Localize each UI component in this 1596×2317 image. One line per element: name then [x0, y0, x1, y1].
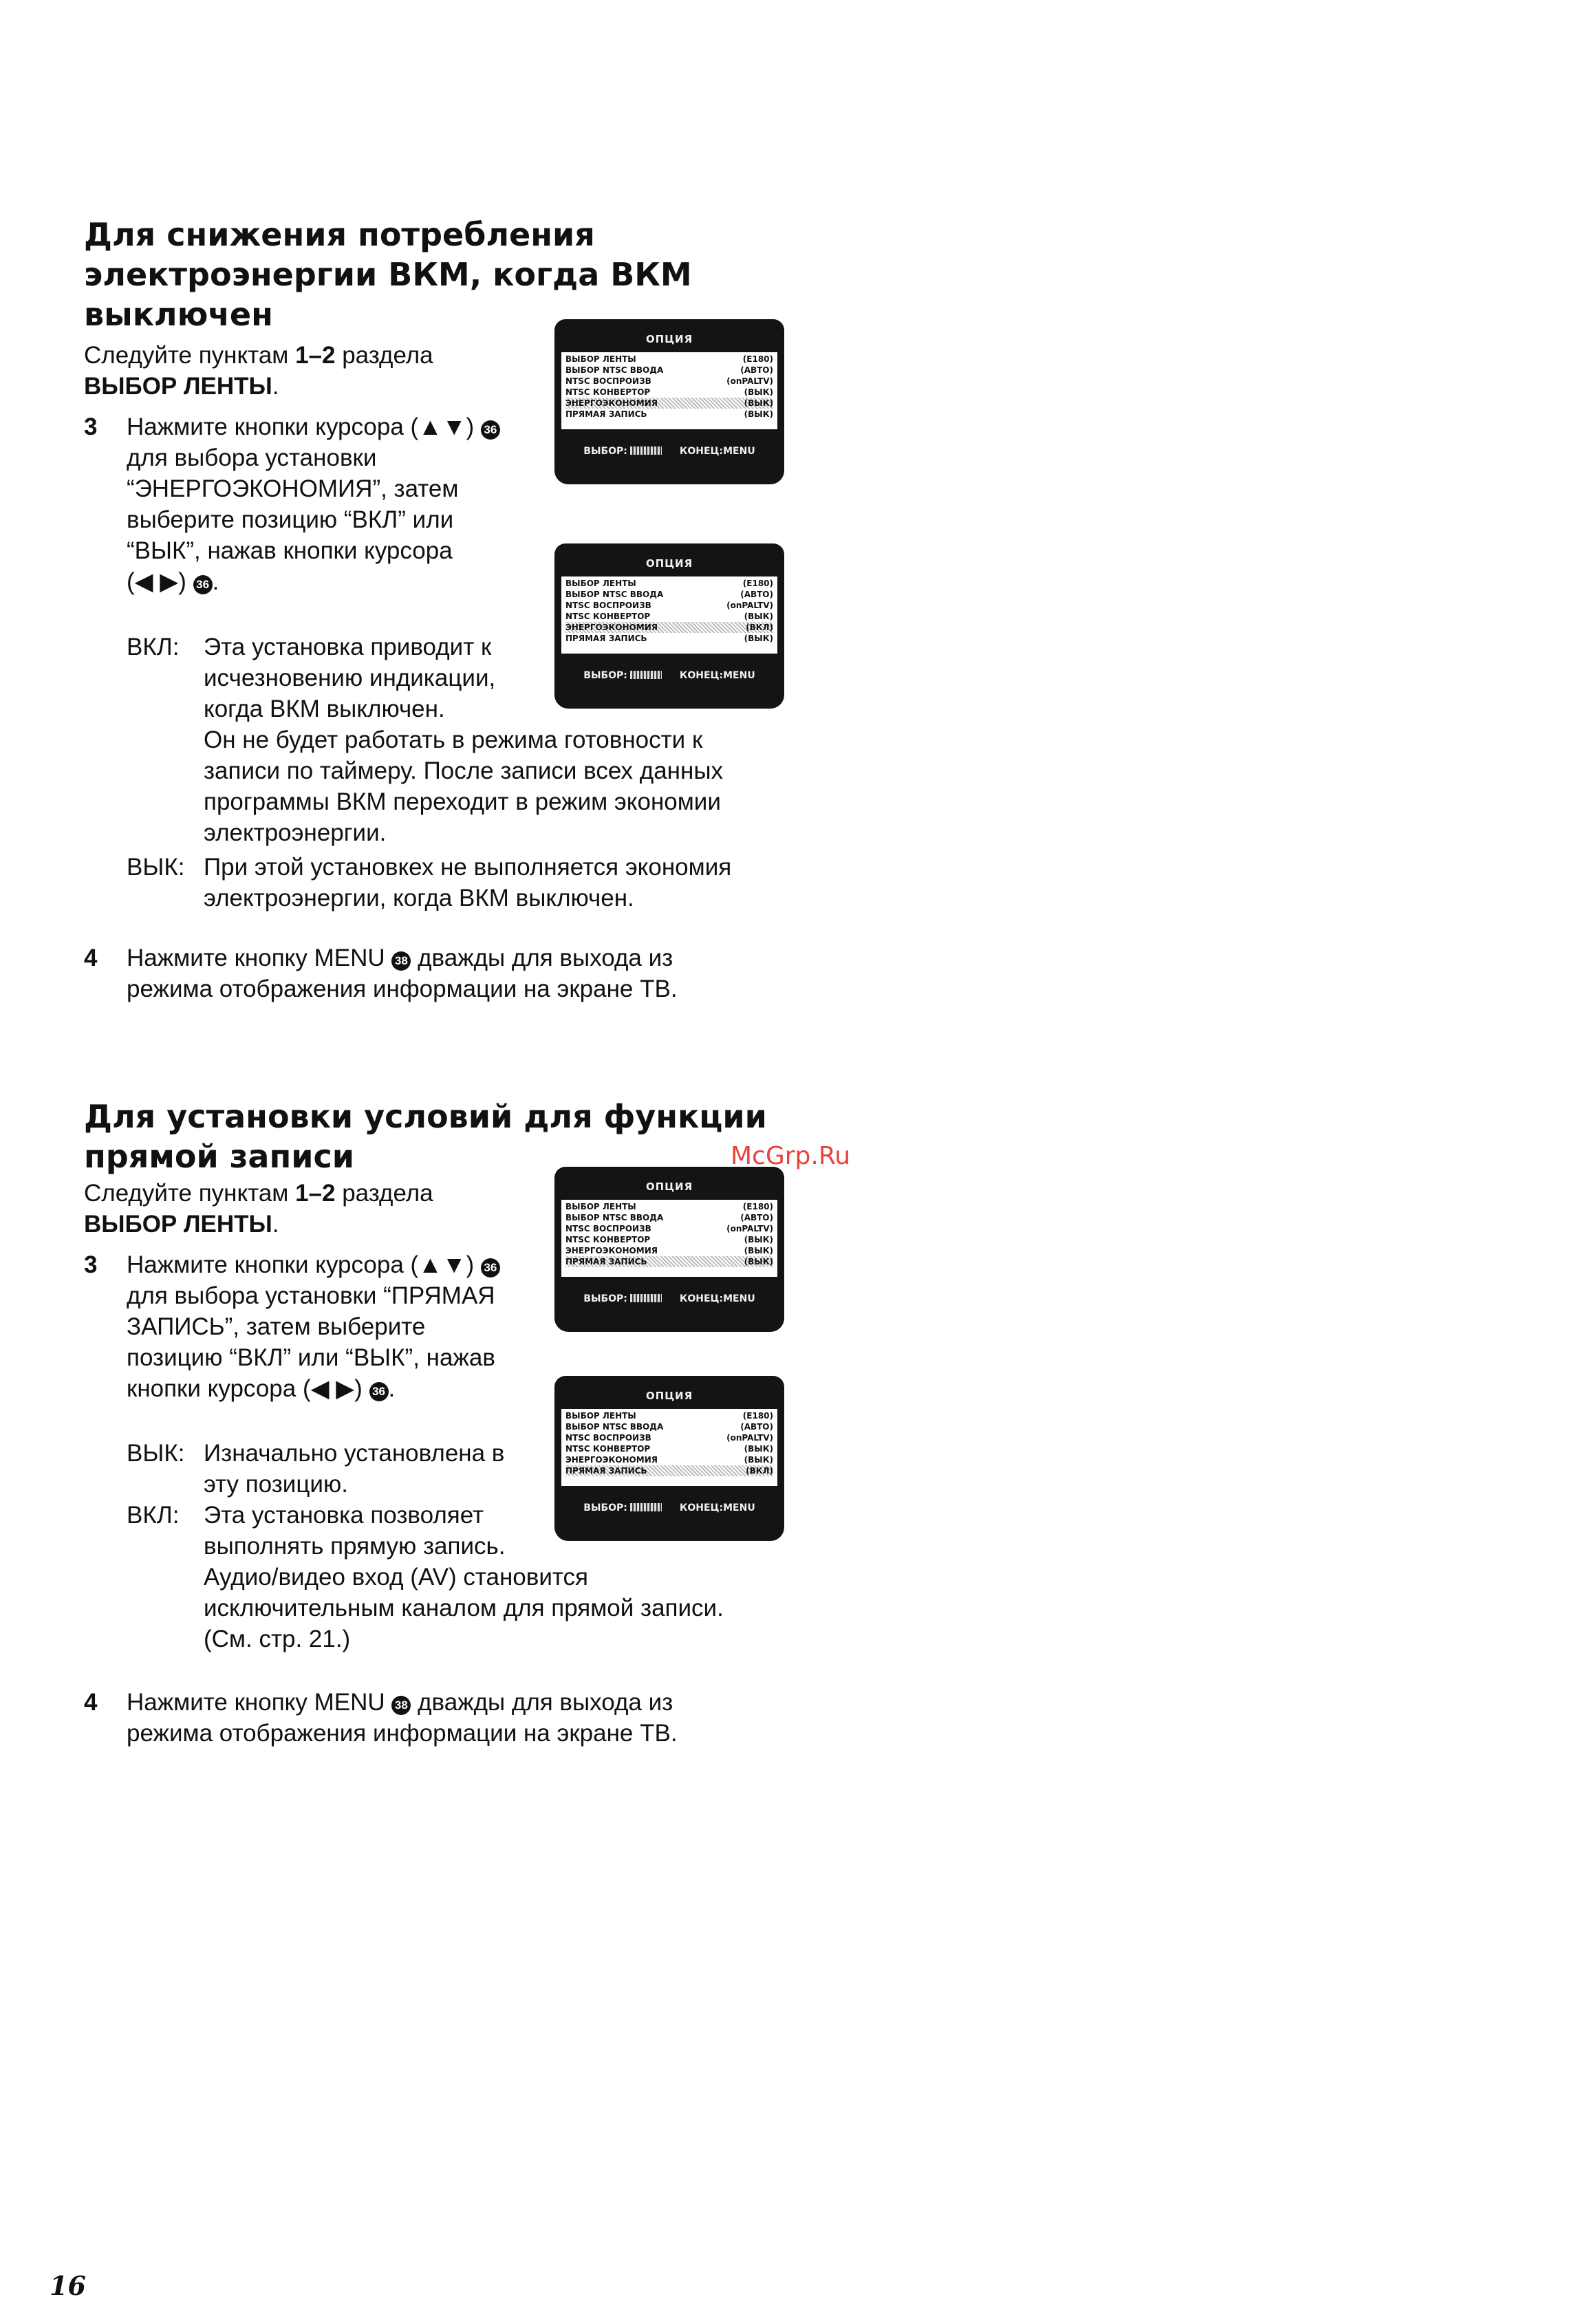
step-line: позицию “ВКЛ” или “ВЫК”, нажав [127, 1344, 495, 1371]
menu-row-value: (АВТО) [740, 1213, 773, 1222]
step-line: выберите позицию “ВКЛ” или [127, 506, 454, 533]
step-line: для выбора установки “ПРЯМАЯ [127, 1282, 495, 1309]
menu-row-label: ПРЯМАЯ ЗАПИСЬ [565, 1466, 647, 1476]
step-line: дважды для выхода из [411, 945, 673, 971]
intro-tail: раздела [335, 1180, 433, 1207]
footer-select-label: ВЫБОР: [583, 1502, 627, 1513]
heading-line: Для установки условий для функции [84, 1098, 767, 1135]
menu-row-value: (ВЫК) [744, 634, 773, 643]
menu-row-value: (ВЫК) [744, 1235, 773, 1244]
menu-row-label: ВЫБОР ЛЕНТЫ [565, 1202, 636, 1211]
menu-row-label: ЭНЕРГОЭКОНОМИЯ [565, 1455, 658, 1465]
menu-row-label: NTSC КОНВЕРТОР [565, 1444, 651, 1454]
menu-row [565, 589, 773, 600]
footer-select-label: ВЫБОР: [583, 670, 627, 681]
menu-row-value: (ВЫК) [744, 409, 773, 419]
menu-row-value: (onPALTV) [726, 1224, 773, 1233]
screen-footer [554, 670, 784, 681]
tv-menu-screen [554, 1376, 784, 1541]
menu-row-label: NTSC ВОСПРОИЗВ [565, 1224, 651, 1233]
screen-footer [554, 1293, 784, 1304]
description-line: Аудио/видео вход (AV) становится [204, 1564, 588, 1591]
menu-row [565, 1234, 773, 1245]
screen-menu-list [561, 576, 777, 654]
menu-row-value: (АВТО) [740, 365, 773, 375]
description-line: Изначально установлена в [204, 1440, 505, 1467]
page-number: 16 [50, 2270, 86, 2301]
step-line: “ЭНЕРГОЭКОНОМИЯ”, затем [127, 475, 459, 502]
button-ref-icon: 38 [391, 951, 411, 971]
description-line: исключительным каналом для прямой записи. [204, 1595, 724, 1621]
step-line: (◀ ▶) [127, 568, 186, 595]
step-number: 4 [84, 1689, 98, 1716]
section2-off-description [127, 1438, 504, 1500]
screen-title: ОПЦИЯ [645, 333, 693, 345]
menu-row-value: (ВЫК) [744, 387, 773, 397]
menu-row-label: ПРЯМАЯ ЗАПИСЬ [565, 634, 647, 643]
tv-menu-screen [554, 543, 784, 709]
menu-row-value: (ВЫК) [744, 1444, 773, 1454]
intro-section-ref: ВЫБОР ЛЕНТЫ [84, 1211, 272, 1238]
menu-row-label: ЭНЕРГОЭКОНОМИЯ [565, 623, 658, 632]
screen-title: ОПЦИЯ [645, 1390, 693, 1402]
intro-steps: 1–2 [295, 1180, 336, 1207]
select-arrows-icon [630, 1294, 662, 1302]
step-line: ЗАПИСЬ”, затем выберите [127, 1313, 426, 1340]
menu-row [565, 600, 773, 611]
description-line: когда ВКМ выключен. [204, 696, 445, 722]
menu-row [565, 1256, 773, 1267]
menu-row [565, 1465, 773, 1476]
screen-menu-list [561, 352, 777, 429]
heading-line: выключен [84, 296, 273, 333]
footer-select-label: ВЫБОР: [583, 446, 627, 457]
menu-row-label: NTSC ВОСПРОИЗВ [565, 1433, 651, 1443]
menu-row [565, 354, 773, 365]
menu-row [565, 365, 773, 376]
menu-row [565, 1212, 773, 1223]
step-number: 3 [84, 413, 98, 440]
step-line: “ВЫК”, нажав кнопки курсора [127, 537, 453, 564]
select-arrows-icon [630, 446, 662, 455]
menu-row-label: NTSC ВОСПРОИЗВ [565, 601, 651, 610]
menu-row [565, 1443, 773, 1454]
menu-row-value: (E180) [742, 1411, 773, 1421]
menu-row [565, 1245, 773, 1256]
step-line: режима отображения информации на экране ТВ. [127, 976, 678, 1002]
screen-title: ОПЦИЯ [645, 557, 693, 570]
description-line: исчезновению индикации, [204, 665, 496, 691]
button-ref-icon: 38 [391, 1696, 411, 1715]
footer-exit-label: КОНЕЦ:MENU [679, 1293, 755, 1304]
menu-row-label: NTSC КОНВЕРТОР [565, 612, 651, 621]
description-line: Он не будет работать в режима готовности к [204, 726, 703, 753]
option-label: ВЫК: [127, 1440, 185, 1467]
button-ref-icon: 36 [481, 1258, 500, 1278]
step-line: кнопки курсора (◀ ▶) [127, 1375, 363, 1402]
menu-row-label: ВЫБОР ЛЕНТЫ [565, 1411, 636, 1421]
menu-row [565, 409, 773, 420]
button-ref-icon: 36 [369, 1382, 389, 1401]
description-line: (См. стр. 21.) [204, 1626, 351, 1652]
step-line: Нажмите кнопки курсора (▲▼) [127, 1251, 475, 1278]
menu-row-value: (АВТО) [740, 590, 773, 599]
select-arrows-icon [630, 671, 662, 679]
heading-line: прямой записи [84, 1138, 354, 1175]
menu-row-label: ВЫБОР NTSC ВВОДА [565, 1213, 664, 1222]
section1-step3: 3 Нажмите кнопки курсора (▲▼) 36 для выбора установки “ЭНЕРГОЭКОНОМИЯ”, затем выберите позицию “ВКЛ” или “ВЫК”, нажав кнопки курсора (◀ ▶) 36 . [84, 411, 500, 597]
intro-section-ref: ВЫБОР ЛЕНТЫ [84, 373, 272, 400]
description-line: Эта установка позволяет [204, 1502, 484, 1529]
description-line: выполнять прямую запись. [204, 1533, 506, 1560]
menu-row [565, 633, 773, 644]
screen-menu-list [561, 1409, 777, 1486]
screen-footer [554, 446, 784, 457]
description-line: электроэнергии, когда ВКМ выключен. [204, 885, 634, 912]
section2-heading [84, 1097, 767, 1176]
menu-row [565, 622, 773, 633]
screen-menu-list [561, 1200, 777, 1277]
button-ref-icon: 36 [193, 575, 213, 594]
menu-row-value: (E180) [742, 1202, 773, 1211]
menu-row-label: ВЫБОР ЛЕНТЫ [565, 579, 636, 588]
description-line: записи по таймеру. После записи всех данных [204, 757, 723, 784]
tv-menu-screen [554, 1167, 784, 1332]
menu-row-value: (ВКЛ) [746, 1466, 773, 1476]
menu-row-value: (onPALTV) [726, 601, 773, 610]
menu-row-label: NTSC КОНВЕРТОР [565, 1235, 651, 1244]
footer-select-label: ВЫБОР: [583, 1293, 627, 1304]
step-number: 4 [84, 945, 98, 971]
menu-row [565, 1454, 773, 1465]
menu-row [565, 398, 773, 409]
description-line: Эта установка приводит к [204, 634, 492, 660]
screen-footer [554, 1502, 784, 1513]
intro-tail: раздела [335, 342, 433, 369]
select-arrows-icon [630, 1503, 662, 1511]
menu-row-label: NTSC ВОСПРОИЗВ [565, 376, 651, 386]
menu-row [565, 387, 773, 398]
menu-row [565, 1421, 773, 1432]
section1-heading [84, 215, 692, 334]
description-line: эту позицию. [204, 1471, 348, 1498]
menu-row-label: ВЫБОР ЛЕНТЫ [565, 354, 636, 364]
menu-row-value: (АВТО) [740, 1422, 773, 1432]
menu-row-value: (ВКЛ) [746, 623, 773, 632]
section1-step4 [84, 942, 678, 1004]
menu-row [565, 578, 773, 589]
step-line: режима отображения информации на экране ТВ. [127, 1720, 678, 1747]
option-label: ВКЛ: [127, 634, 180, 660]
section1-off-description [127, 852, 731, 914]
section2-step3: 3 Нажмите кнопки курсора (▲▼) 36 для выбора установки “ПРЯМАЯ ЗАПИСЬ”, затем выберите позицию “ВКЛ” или “ВЫК”, нажав кнопки курсора (◀ ▶) 36 . [84, 1249, 500, 1404]
menu-row-label: ПРЯМАЯ ЗАПИСЬ [565, 409, 647, 419]
menu-row-label: ВЫБОР NTSC ВВОДА [565, 590, 664, 599]
menu-row-value: (ВЫК) [744, 1257, 773, 1267]
heading-line: электроэнергии ВКМ, когда ВКМ [84, 256, 692, 293]
menu-row-label: ВЫБОР NTSC ВВОДА [565, 1422, 664, 1432]
option-label: ВКЛ: [127, 1502, 180, 1529]
intro-text: Следуйте пунктам [84, 342, 296, 369]
menu-row-label: ПРЯМАЯ ЗАПИСЬ [565, 1257, 647, 1267]
menu-row-value: (E180) [742, 354, 773, 364]
section1-intro: Следуйте пунктам 1–2 раздела ВЫБОР ЛЕНТЫ. [84, 342, 433, 400]
menu-row-label: ВЫБОР NTSC ВВОДА [565, 365, 664, 375]
description-line: При этой установкех не выполняется экономия [204, 854, 732, 881]
step-line: Нажмите кнопки курсора (▲▼) [127, 413, 475, 440]
menu-row [565, 1223, 773, 1234]
section2-intro: Следуйте пунктам 1–2 раздела ВЫБОР ЛЕНТЫ. [84, 1180, 433, 1238]
menu-row-label: NTSC КОНВЕРТОР [565, 387, 651, 397]
menu-row-value: (ВЫК) [744, 1455, 773, 1465]
intro-steps: 1–2 [295, 342, 336, 369]
menu-row-value: (onPALTV) [726, 376, 773, 386]
menu-row [565, 1201, 773, 1212]
description-line: электроэнергии. [204, 819, 387, 846]
button-ref-icon: 36 [481, 420, 500, 440]
intro-text: Следуйте пунктам [84, 1180, 296, 1207]
menu-row [565, 611, 773, 622]
description-line: программы ВКМ переходит в режим экономии [204, 788, 721, 815]
tv-menu-screen [554, 319, 784, 484]
watermark: McGrp.Ru [731, 1142, 851, 1170]
menu-row-label: ЭНЕРГОЭКОНОМИЯ [565, 398, 658, 408]
step-number: 3 [84, 1251, 98, 1278]
menu-row-value: (onPALTV) [726, 1433, 773, 1443]
section2-step4 [84, 1687, 678, 1749]
heading-line: Для снижения потребления [84, 216, 595, 253]
footer-exit-label: КОНЕЦ:MENU [679, 670, 755, 681]
footer-exit-label: КОНЕЦ:MENU [679, 1502, 755, 1513]
footer-exit-label: КОНЕЦ:MENU [679, 446, 755, 457]
menu-row [565, 376, 773, 387]
menu-row-value: (ВЫК) [744, 612, 773, 621]
step-line: для выбора установки [127, 444, 377, 471]
menu-row [565, 1410, 773, 1421]
menu-row-value: (E180) [742, 579, 773, 588]
menu-row-label: ЭНЕРГОЭКОНОМИЯ [565, 1246, 658, 1256]
screen-title: ОПЦИЯ [645, 1181, 693, 1193]
option-label: ВЫК: [127, 854, 185, 881]
menu-row [565, 1432, 773, 1443]
step-line: Нажмите кнопку MENU [127, 1689, 385, 1716]
menu-row-value: (ВЫК) [744, 1246, 773, 1256]
menu-row-value: (ВЫК) [744, 398, 773, 408]
step-line: дважды для выхода из [411, 1689, 673, 1716]
step-line: Нажмите кнопку MENU [127, 945, 385, 971]
